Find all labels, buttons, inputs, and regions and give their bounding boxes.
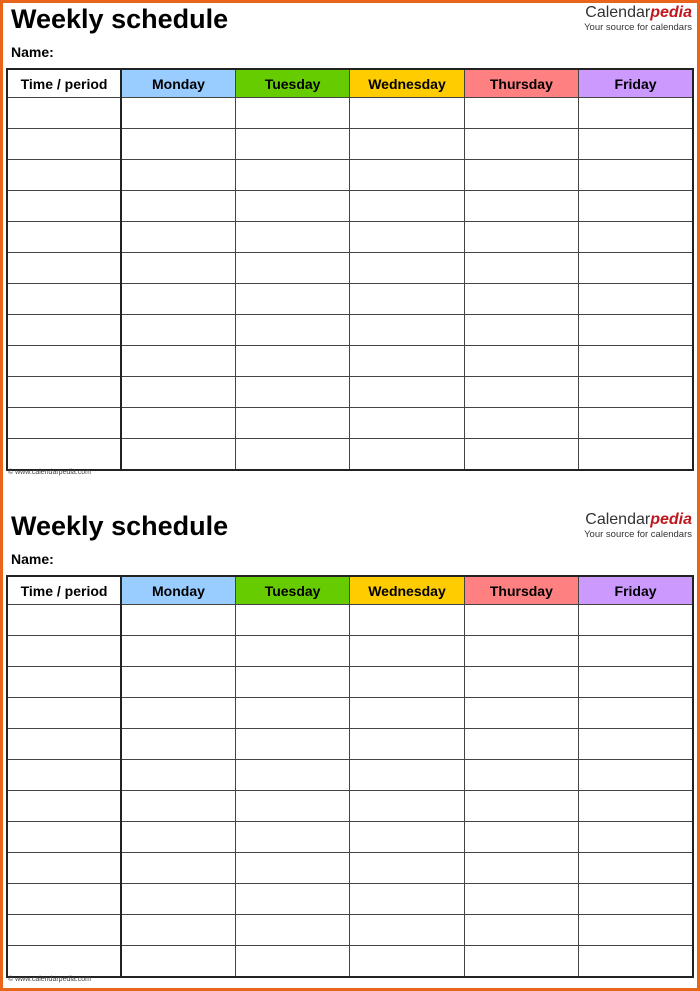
schedule-cell[interactable] xyxy=(464,636,578,667)
table-row xyxy=(7,946,693,978)
schedule-cell[interactable] xyxy=(350,222,464,253)
schedule-cell[interactable] xyxy=(235,98,349,129)
schedule-cell[interactable] xyxy=(579,636,693,667)
header-friday: Friday xyxy=(579,576,693,605)
schedule-cell[interactable] xyxy=(235,346,349,377)
schedule-cell[interactable] xyxy=(121,636,235,667)
time-cell[interactable] xyxy=(7,760,121,791)
schedule-cell[interactable] xyxy=(235,439,349,471)
schedule-cell[interactable] xyxy=(464,315,578,346)
schedule-cell[interactable] xyxy=(235,315,349,346)
time-cell[interactable] xyxy=(7,346,121,377)
schedule-cell[interactable] xyxy=(121,160,235,191)
time-cell[interactable] xyxy=(7,791,121,822)
header-monday: Monday xyxy=(121,69,235,98)
schedule-cell[interactable] xyxy=(121,853,235,884)
time-cell[interactable] xyxy=(7,253,121,284)
schedule-cell[interactable] xyxy=(464,439,578,471)
schedule-cell[interactable] xyxy=(121,284,235,315)
header-thursday: Thursday xyxy=(464,576,578,605)
schedule-cell[interactable] xyxy=(350,284,464,315)
schedule-cell[interactable] xyxy=(579,284,693,315)
schedule-cell[interactable] xyxy=(235,667,349,698)
schedule-cell[interactable] xyxy=(350,439,464,471)
time-cell[interactable] xyxy=(7,822,121,853)
schedule-cell[interactable] xyxy=(350,346,464,377)
table-row xyxy=(7,129,693,160)
schedule-cell[interactable] xyxy=(350,636,464,667)
header-monday: Monday xyxy=(121,576,235,605)
schedule-cell[interactable] xyxy=(464,160,578,191)
schedule-cell[interactable] xyxy=(121,915,235,946)
schedule-cell[interactable] xyxy=(121,729,235,760)
schedule-cell[interactable] xyxy=(121,605,235,636)
table-row xyxy=(7,605,693,636)
schedule-cell[interactable] xyxy=(350,253,464,284)
schedule-cell[interactable] xyxy=(235,853,349,884)
schedule-cell[interactable] xyxy=(235,946,349,978)
table-row xyxy=(7,346,693,377)
table-row xyxy=(7,439,693,471)
time-cell[interactable] xyxy=(7,946,121,978)
schedule-cell[interactable] xyxy=(235,377,349,408)
schedule-cell[interactable] xyxy=(579,946,693,978)
schedule-cell[interactable] xyxy=(121,946,235,978)
table-row xyxy=(7,884,693,915)
schedule-cell[interactable] xyxy=(579,822,693,853)
schedule-cell[interactable] xyxy=(235,222,349,253)
name-label: Name: xyxy=(11,44,54,60)
schedule-cell[interactable] xyxy=(121,791,235,822)
schedule-cell[interactable] xyxy=(235,884,349,915)
time-cell[interactable] xyxy=(7,222,121,253)
schedule-cell[interactable] xyxy=(350,698,464,729)
schedule-cell[interactable] xyxy=(579,253,693,284)
time-cell[interactable] xyxy=(7,408,121,439)
schedule-cell[interactable] xyxy=(121,439,235,471)
table-row xyxy=(7,408,693,439)
schedule-cell[interactable] xyxy=(579,884,693,915)
schedule-cell[interactable] xyxy=(350,129,464,160)
schedule-cell[interactable] xyxy=(464,729,578,760)
schedule-cell[interactable] xyxy=(579,791,693,822)
brand-name: Calendar xyxy=(585,4,651,21)
schedule-cell[interactable] xyxy=(464,346,578,377)
schedule-cell[interactable] xyxy=(350,760,464,791)
schedule-cell[interactable] xyxy=(464,222,578,253)
schedule-table xyxy=(6,68,694,471)
schedule-cell[interactable] xyxy=(350,315,464,346)
schedule-cell[interactable] xyxy=(579,698,693,729)
time-cell[interactable] xyxy=(7,98,121,129)
schedule-cell[interactable] xyxy=(121,346,235,377)
time-cell[interactable] xyxy=(7,698,121,729)
brand-logo xyxy=(584,511,692,540)
schedule-cell[interactable] xyxy=(350,791,464,822)
schedule-cell[interactable] xyxy=(350,729,464,760)
schedule-cell[interactable] xyxy=(121,222,235,253)
schedule-cell[interactable] xyxy=(350,98,464,129)
header-friday: Friday xyxy=(579,69,693,98)
schedule-cell[interactable] xyxy=(235,408,349,439)
schedule-cell[interactable] xyxy=(121,315,235,346)
schedule-cell[interactable] xyxy=(235,191,349,222)
schedule-cell[interactable] xyxy=(121,698,235,729)
schedule-cell[interactable] xyxy=(464,915,578,946)
schedule-cell[interactable] xyxy=(350,822,464,853)
schedule-cell[interactable] xyxy=(579,160,693,191)
schedule-cell[interactable] xyxy=(121,822,235,853)
schedule-cell[interactable] xyxy=(235,729,349,760)
schedule-cell[interactable] xyxy=(350,160,464,191)
page-title: Weekly schedule xyxy=(11,4,229,34)
table-row xyxy=(7,698,693,729)
header-wednesday: Wednesday xyxy=(350,576,464,605)
table-row xyxy=(7,253,693,284)
schedule-cell[interactable] xyxy=(464,698,578,729)
schedule-cell[interactable] xyxy=(464,760,578,791)
schedule-cell[interactable] xyxy=(464,667,578,698)
schedule-cell[interactable] xyxy=(235,129,349,160)
schedule-cell[interactable] xyxy=(235,791,349,822)
schedule-cell[interactable] xyxy=(579,915,693,946)
time-cell[interactable] xyxy=(7,439,121,471)
schedule-cell[interactable] xyxy=(350,191,464,222)
schedule-cell[interactable] xyxy=(235,284,349,315)
schedule-cell[interactable] xyxy=(350,667,464,698)
table-row xyxy=(7,284,693,315)
table-row xyxy=(7,822,693,853)
table-row xyxy=(7,791,693,822)
page-title: Weekly schedule xyxy=(11,511,229,541)
schedule-cell[interactable] xyxy=(464,605,578,636)
time-cell[interactable] xyxy=(7,884,121,915)
schedule-cell[interactable] xyxy=(579,222,693,253)
schedule-cell[interactable] xyxy=(579,346,693,377)
schedule-table xyxy=(6,575,694,978)
time-cell[interactable] xyxy=(7,605,121,636)
brand-name-accent: pedia xyxy=(650,511,692,528)
copyright-text: © www.calendarpedia.com xyxy=(8,976,91,983)
brand-logo xyxy=(584,4,692,33)
schedule-cell[interactable] xyxy=(121,129,235,160)
schedule-cell[interactable] xyxy=(350,605,464,636)
schedule-cell[interactable] xyxy=(235,160,349,191)
schedule-cell[interactable] xyxy=(579,315,693,346)
time-cell[interactable] xyxy=(7,667,121,698)
header-row xyxy=(7,576,693,605)
schedule-cell[interactable] xyxy=(350,884,464,915)
table-row xyxy=(7,315,693,346)
schedule-cell[interactable] xyxy=(464,884,578,915)
schedule-cell[interactable] xyxy=(350,853,464,884)
table-row xyxy=(7,853,693,884)
schedule-cell[interactable] xyxy=(579,729,693,760)
schedule-cell[interactable] xyxy=(121,253,235,284)
time-cell[interactable] xyxy=(7,853,121,884)
header-thursday: Thursday xyxy=(464,69,578,98)
schedule-cell[interactable] xyxy=(579,377,693,408)
brand-tagline: Your source for calendars xyxy=(584,529,692,540)
schedule-cell[interactable] xyxy=(235,636,349,667)
header-tuesday: Tuesday xyxy=(235,69,349,98)
table-row xyxy=(7,160,693,191)
time-cell[interactable] xyxy=(7,160,121,191)
schedule-cell[interactable] xyxy=(464,284,578,315)
time-cell[interactable] xyxy=(7,915,121,946)
header-time-period: Time / period xyxy=(7,576,121,605)
schedule-cell[interactable] xyxy=(579,605,693,636)
brand-name-accent: pedia xyxy=(650,4,692,21)
header-wednesday: Wednesday xyxy=(350,69,464,98)
schedule-cell[interactable] xyxy=(579,408,693,439)
schedule-cell[interactable] xyxy=(464,791,578,822)
schedule-cell[interactable] xyxy=(235,605,349,636)
schedule-cell[interactable] xyxy=(579,760,693,791)
schedule-cell[interactable] xyxy=(121,884,235,915)
time-cell[interactable] xyxy=(7,315,121,346)
schedule-cell[interactable] xyxy=(121,377,235,408)
schedule-cell[interactable] xyxy=(350,915,464,946)
schedule-cell[interactable] xyxy=(579,191,693,222)
schedule-cell[interactable] xyxy=(464,946,578,978)
schedule-cell[interactable] xyxy=(579,667,693,698)
schedule-cell[interactable] xyxy=(121,98,235,129)
schedule-cell[interactable] xyxy=(579,439,693,471)
table-row xyxy=(7,760,693,791)
table-row xyxy=(7,98,693,129)
schedule-cell[interactable] xyxy=(464,253,578,284)
table-row xyxy=(7,636,693,667)
schedule-cell[interactable] xyxy=(235,253,349,284)
time-cell[interactable] xyxy=(7,284,121,315)
schedule-cell[interactable] xyxy=(464,191,578,222)
schedule-cell[interactable] xyxy=(579,98,693,129)
header-row xyxy=(7,69,693,98)
schedule-cell[interactable] xyxy=(350,408,464,439)
schedule-cell[interactable] xyxy=(464,822,578,853)
time-cell[interactable] xyxy=(7,729,121,760)
schedule-cell[interactable] xyxy=(235,760,349,791)
schedule-cell[interactable] xyxy=(464,377,578,408)
table-row xyxy=(7,191,693,222)
schedule-cell[interactable] xyxy=(464,853,578,884)
schedule-cell[interactable] xyxy=(121,191,235,222)
header-time-period: Time / period xyxy=(7,69,121,98)
time-cell[interactable] xyxy=(7,377,121,408)
table-row xyxy=(7,222,693,253)
schedule-cell[interactable] xyxy=(464,129,578,160)
schedule-cell[interactable] xyxy=(579,853,693,884)
time-cell[interactable] xyxy=(7,129,121,160)
header-tuesday: Tuesday xyxy=(235,576,349,605)
schedule-cell[interactable] xyxy=(464,98,578,129)
schedule-cell[interactable] xyxy=(235,915,349,946)
schedule-cell[interactable] xyxy=(464,408,578,439)
schedule-cell[interactable] xyxy=(235,822,349,853)
table-row xyxy=(7,667,693,698)
schedule-cell[interactable] xyxy=(579,129,693,160)
table-row xyxy=(7,377,693,408)
schedule-cell[interactable] xyxy=(350,946,464,978)
schedule-cell[interactable] xyxy=(121,408,235,439)
schedule-cell[interactable] xyxy=(350,377,464,408)
schedule-cell[interactable] xyxy=(121,760,235,791)
table-row xyxy=(7,915,693,946)
time-cell[interactable] xyxy=(7,636,121,667)
brand-name: Calendar xyxy=(585,511,651,528)
brand-tagline: Your source for calendars xyxy=(584,22,692,33)
name-label: Name: xyxy=(11,551,54,567)
schedule-cell[interactable] xyxy=(235,698,349,729)
table-row xyxy=(7,729,693,760)
copyright-text: © www.calendarpedia.com xyxy=(8,469,91,476)
time-cell[interactable] xyxy=(7,191,121,222)
schedule-cell[interactable] xyxy=(121,667,235,698)
